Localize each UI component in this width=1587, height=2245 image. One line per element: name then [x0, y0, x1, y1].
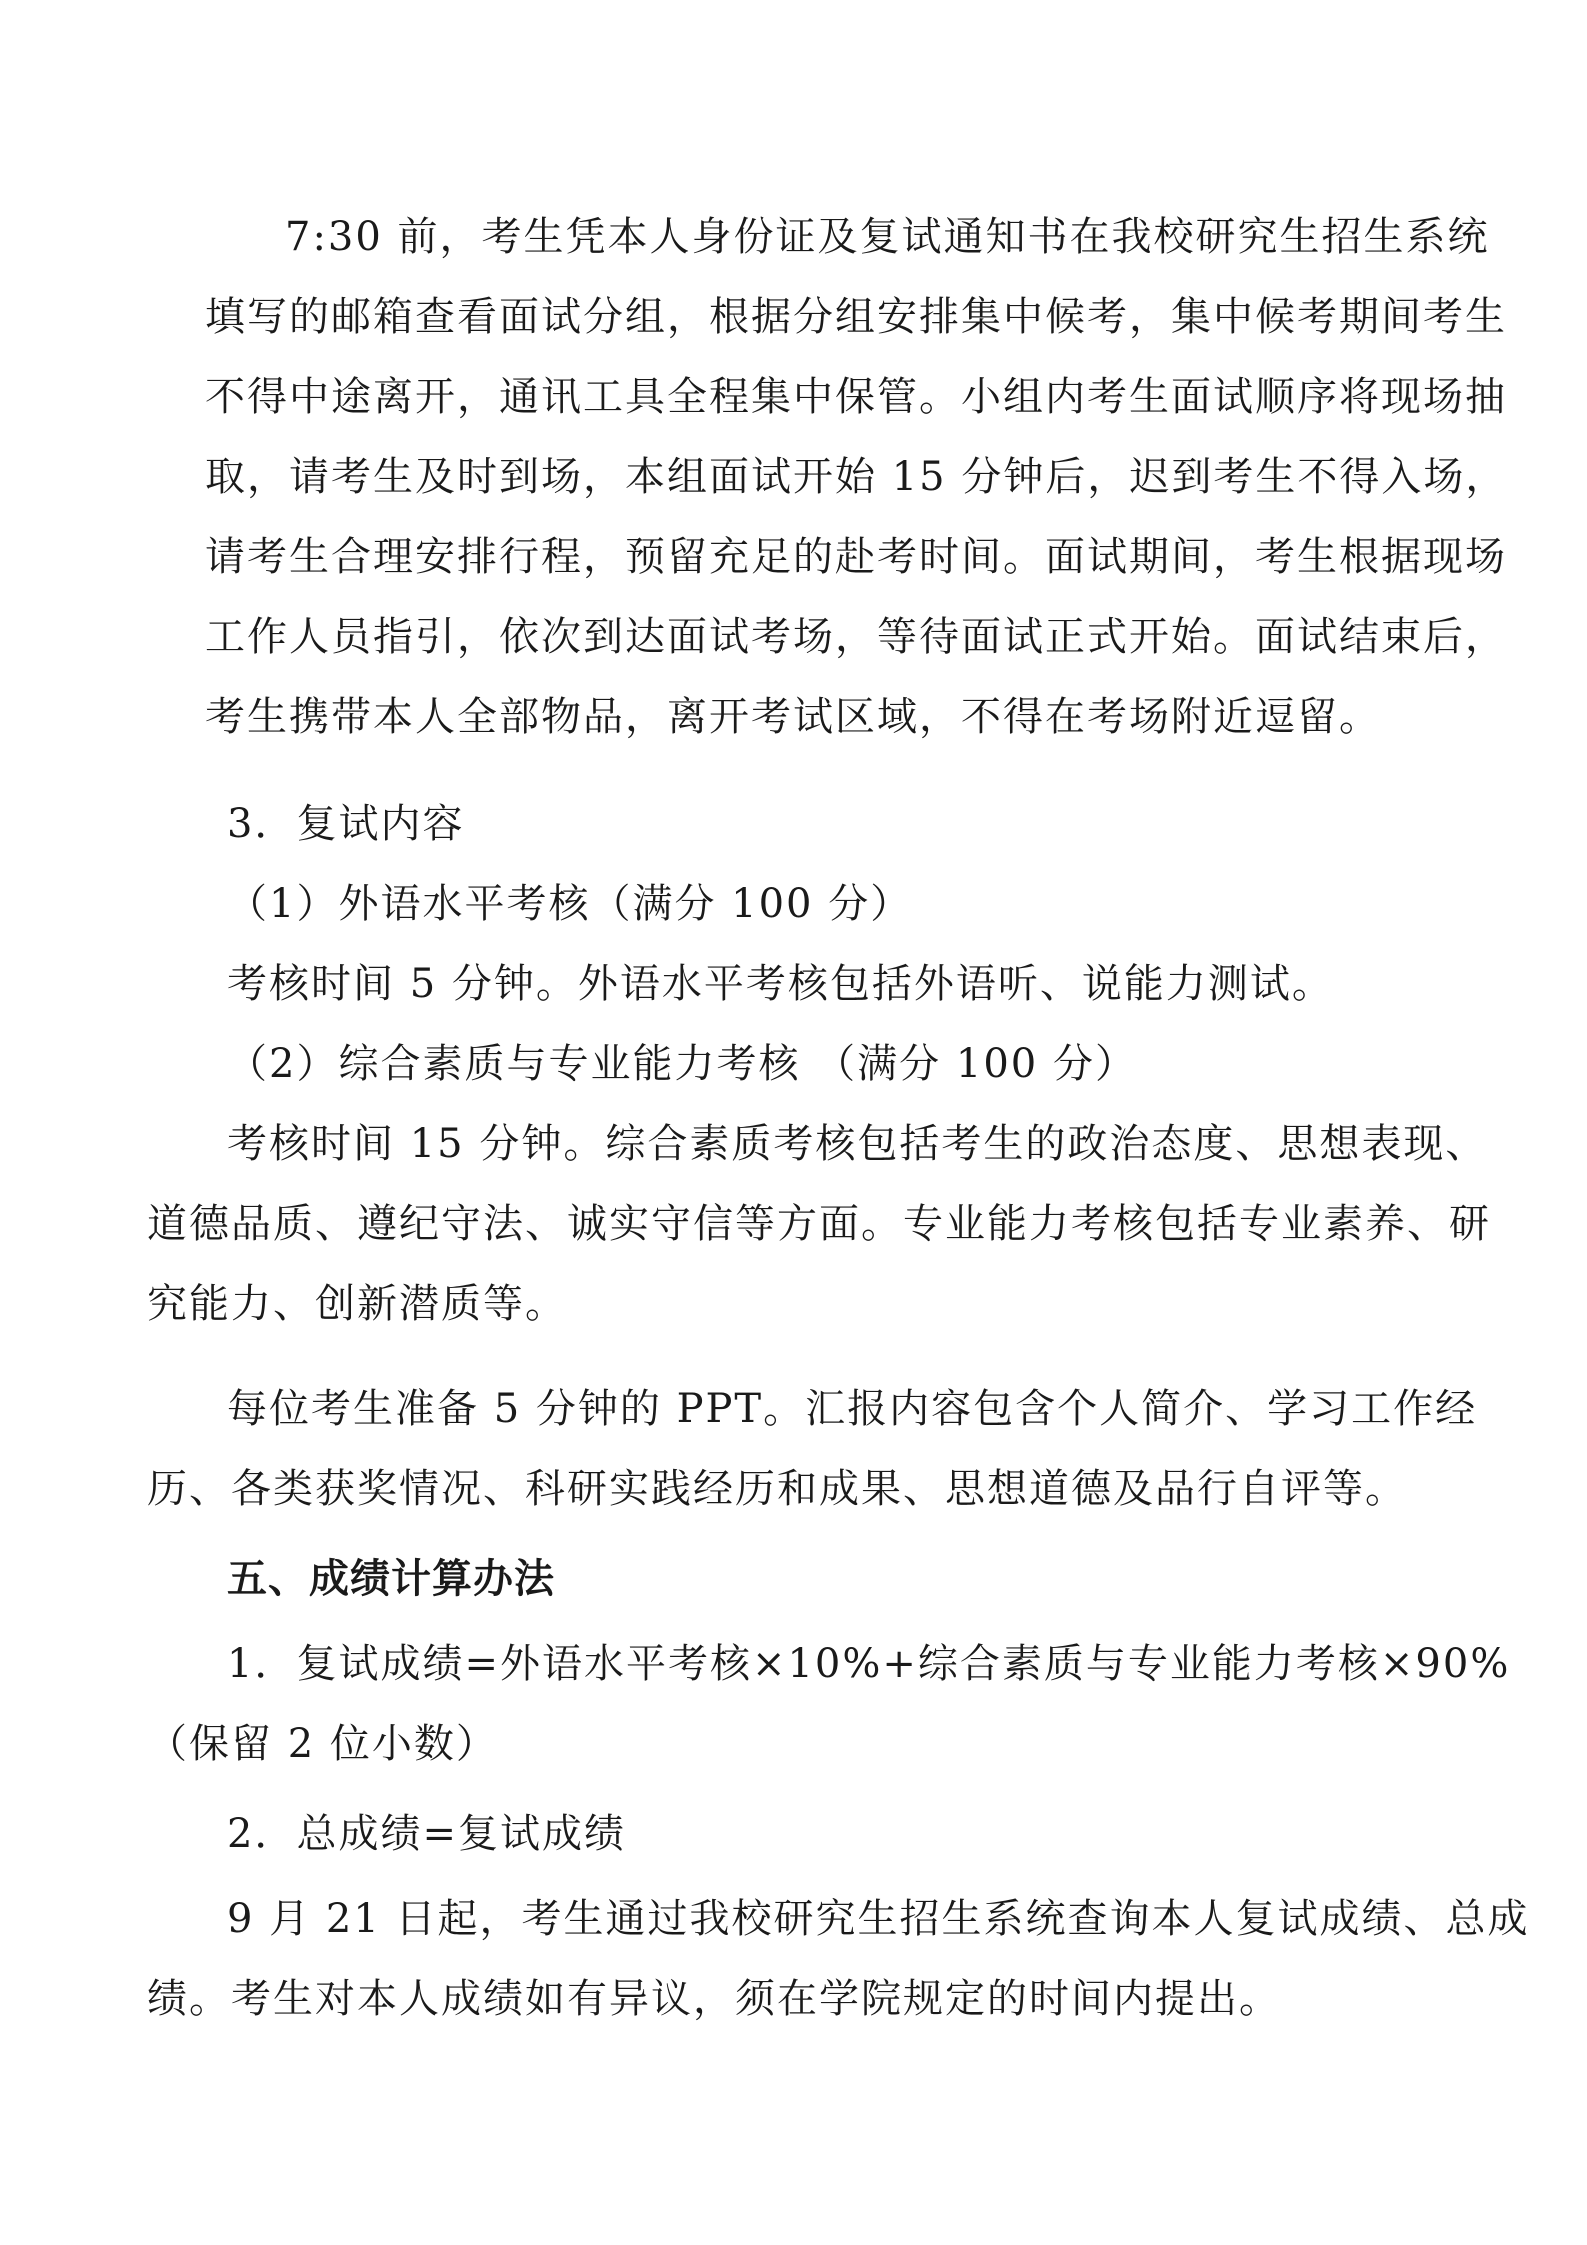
paragraph-line-9: 考核时间 15 分钟。综合素质考核包括考生的政治态度、思想表现、: [227, 1121, 1488, 1167]
formula-line-1: 1．复试成绩=外语水平考核×10%+综合素质与专业能力考核×90%: [227, 1641, 1511, 1687]
paragraph-line-14: 9 月 21 日起，考生通过我校研究生招生系统查询本人复试成绩、总成: [227, 1896, 1530, 1942]
paragraph-line-3: 不得中途离开，通讯工具全程集中保管。小组内考生面试顺序将现场抽: [205, 374, 1507, 420]
paragraph-line-10: 道德品质、遵纪守法、诚实守信等方面。专业能力考核包括专业素养、研: [147, 1201, 1491, 1247]
paragraph-line-11: 究能力、创新潜质等。: [147, 1281, 567, 1327]
paragraph-line-2: 填写的邮箱查看面试分组，根据分组安排集中候考，集中候考期间考生: [205, 294, 1507, 340]
section-heading-score-calculation: 五、成绩计算办法: [227, 1556, 555, 1602]
paragraph-line-12: 每位考生准备 5 分钟的 PPT。汇报内容包含个人简介、学习工作经: [227, 1386, 1478, 1432]
paragraph-line-4: 取，请考生及时到场，本组面试开始 15 分钟后，迟到考生不得入场，: [205, 454, 1508, 500]
paragraph-line-5: 请考生合理安排行程，预留充足的赴考时间。面试期间，考生根据现场: [205, 534, 1507, 580]
subsection-title-comprehensive: （2）综合素质与专业能力考核 （满分 100 分）: [227, 1041, 1137, 1087]
formula-line-2: 2．总成绩=复试成绩: [227, 1811, 626, 1857]
formula-note: （保留 2 位小数）: [147, 1721, 498, 1767]
section-title-interview-content: 3．复试内容: [227, 801, 465, 847]
paragraph-line-13: 历、各类获奖情况、科研实践经历和成果、思想道德及品行自评等。: [147, 1466, 1407, 1512]
paragraph-line-8: 考核时间 5 分钟。外语水平考核包括外语听、说能力测试。: [227, 961, 1334, 1007]
subsection-title-foreign-language: （1）外语水平考核（满分 100 分）: [227, 881, 913, 927]
paragraph-line-1: 7:30 前，考生凭本人身份证及复试通知书在我校研究生招生系统: [285, 214, 1490, 260]
paragraph-line-7: 考生携带本人全部物品，离开考试区域，不得在考场附近逗留。: [205, 694, 1381, 740]
paragraph-line-6: 工作人员指引，依次到达面试考场，等待面试正式开始。面试结束后，: [205, 614, 1507, 660]
paragraph-line-15: 绩。考生对本人成绩如有异议，须在学院规定的时间内提出。: [147, 1976, 1281, 2022]
